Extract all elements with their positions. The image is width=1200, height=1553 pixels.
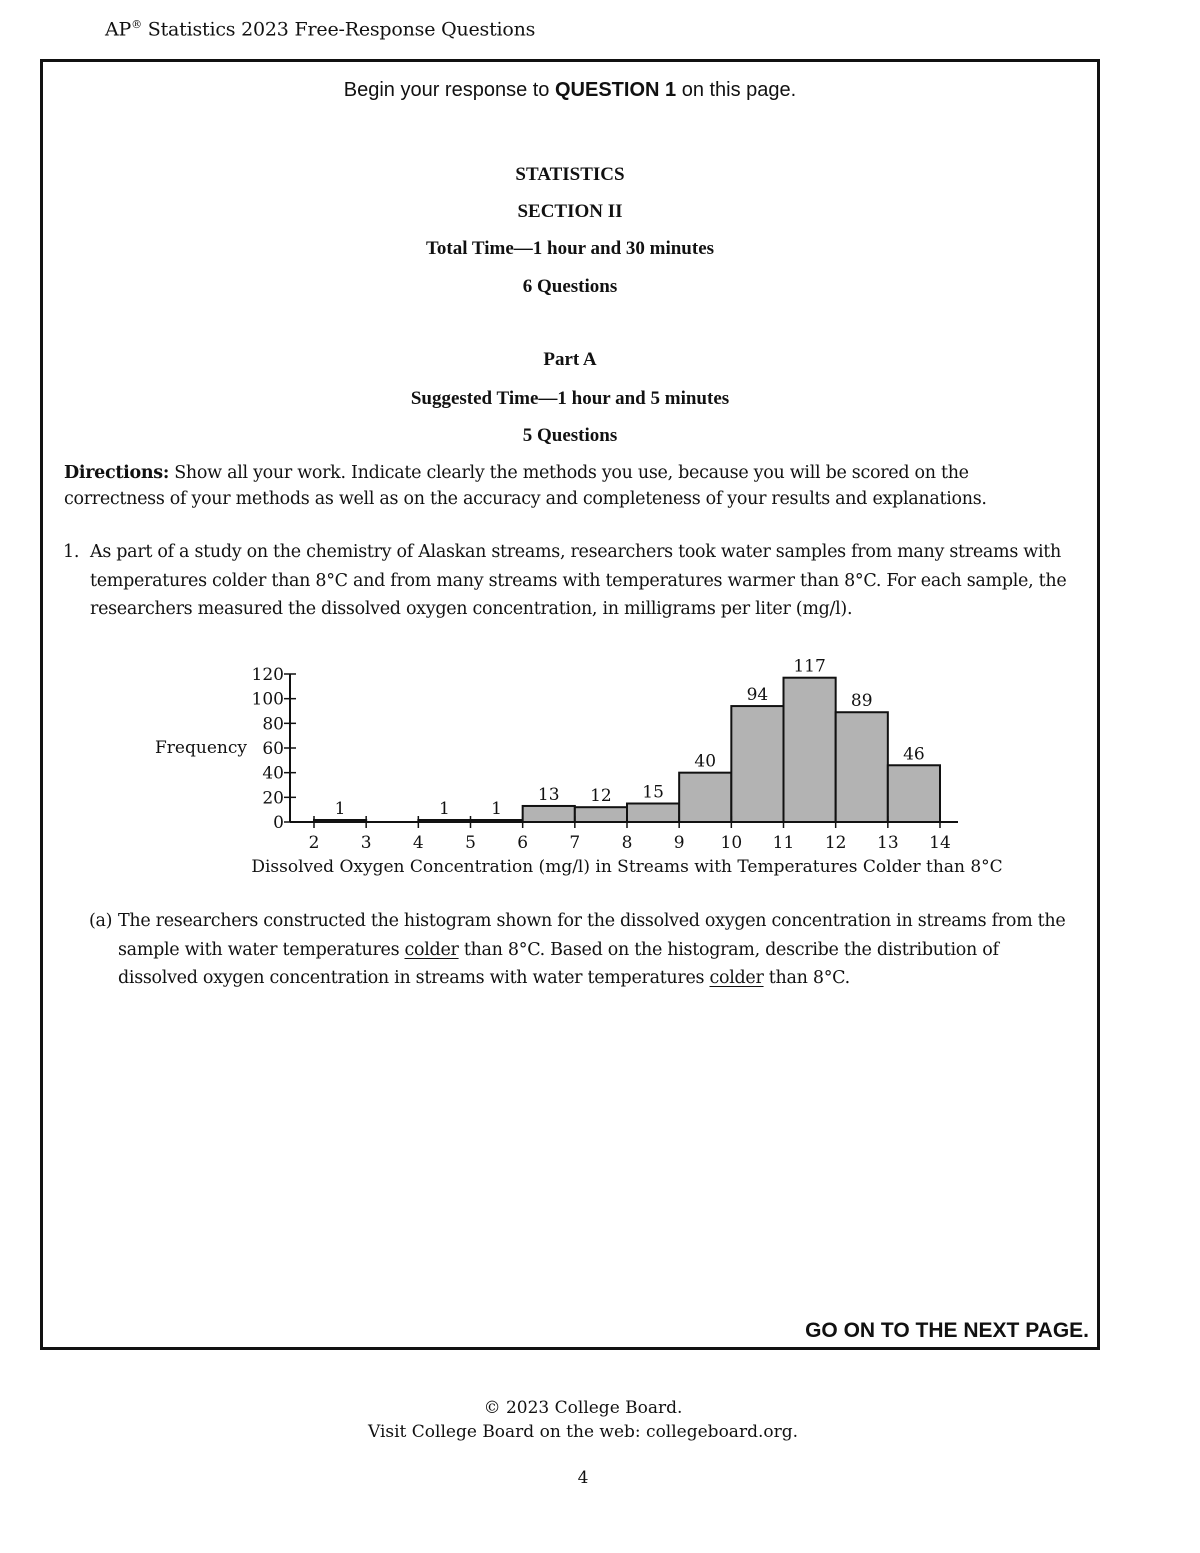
registered-mark: ® — [131, 18, 142, 31]
x-axis-title: Dissolved Oxygen Concentration (mg/l) in Streams with Temperatures Colder than 8°C — [251, 857, 1003, 877]
underlined-colder-1: colder — [404, 939, 459, 960]
underlined-colder-2: colder — [709, 968, 764, 988]
y-tick-label: 20 — [262, 788, 284, 809]
running-head-title: Statistics 2023 Free-Response Questions — [141, 18, 536, 41]
histogram-bar — [627, 804, 679, 823]
part-a-text-2: than 8°C. Based on the histogram, describe the distribution of dissolved oxygen concentration in streams with water temperatures — [118, 939, 999, 988]
begin-pre: Begin your response to — [343, 79, 555, 101]
histogram-bar — [731, 706, 783, 822]
x-tick-label: 9 — [673, 833, 685, 853]
bar-value-label: 1 — [439, 799, 450, 819]
y-tick-label: 80 — [262, 714, 284, 735]
x-tick-label: 12 — [824, 833, 847, 853]
suggested-time: Suggested Time—1 hour and 5 minutes — [410, 388, 730, 409]
part-heading: Part A — [543, 349, 597, 370]
part-question-count: 5 Questions — [522, 425, 618, 446]
directions-text: Show all your work. Indicate clearly the methods you use, because you will be scored on the correctness of your methods as well as on the accuracy and completeness of your results and explanations. — [64, 463, 987, 509]
x-tick-label: 2 — [308, 833, 320, 853]
bar-value-label: 40 — [694, 751, 717, 772]
begin-question-label: QUESTION 1 — [555, 79, 677, 101]
histogram-bar — [523, 806, 575, 822]
y-tick-label: 0 — [273, 813, 284, 833]
x-tick-label: 4 — [412, 833, 424, 853]
bar-value-label: 1 — [491, 799, 502, 819]
go-on-next-page: GO ON TO THE NEXT PAGE. — [805, 1319, 1089, 1342]
x-tick-label: 11 — [772, 833, 795, 853]
y-axis-title: Frequency — [155, 738, 247, 758]
x-tick-label: 13 — [877, 833, 899, 853]
x-tick-label: 10 — [720, 833, 743, 853]
histogram-chart — [140, 655, 1020, 880]
bar-value-label: 15 — [642, 782, 664, 803]
histogram-bar — [575, 807, 627, 822]
histogram-bar — [784, 678, 836, 822]
begin-post: on this page. — [676, 79, 797, 101]
running-head-ap: AP — [105, 18, 132, 41]
x-tick-label: 6 — [517, 833, 529, 853]
y-tick-label: 120 — [251, 665, 284, 685]
part-a-text-1: The researchers constructed the histogram shown for the dissolved oxygen concentration in streams from the sample with water temperatures — [118, 911, 1066, 960]
section-heading: SECTION II — [517, 201, 623, 222]
question-count: 6 Questions — [522, 276, 618, 297]
directions-label: Directions: — [64, 463, 169, 483]
question-1 — [63, 538, 1073, 624]
running-head — [105, 18, 535, 40]
part-a-label: (a) — [89, 911, 113, 931]
question-stem: As part of a study on the chemistry of Alaskan streams, researchers took water samples from many streams with temperatures colder than 8°C and from many streams with temperatures warmer than 8°C. For each sample, the researchers measured the dissolved oxygen concentration, in milligrams per liter (mg/l). — [90, 542, 1067, 619]
begin-response-line — [43, 79, 1097, 102]
y-tick-label: 60 — [262, 739, 284, 759]
part-a — [89, 907, 1074, 993]
copyright: © 2023 College Board. — [483, 1398, 683, 1418]
bar-value-label: 89 — [850, 691, 873, 712]
histogram-bar — [888, 765, 940, 822]
x-tick-label: 3 — [360, 833, 372, 853]
part-a-text — [118, 907, 1074, 993]
bar-value-label: 13 — [537, 784, 560, 805]
y-tick-label: 40 — [262, 763, 284, 784]
histogram-bar — [679, 773, 731, 822]
bar-value-label: 12 — [590, 786, 612, 807]
bar-value-label: 117 — [793, 656, 826, 677]
directions — [64, 460, 1074, 512]
bar-value-label: 94 — [746, 685, 769, 706]
bar-value-label: 46 — [903, 744, 925, 765]
x-tick-label: 14 — [929, 833, 951, 853]
question-number: 1. — [63, 542, 80, 562]
x-tick-label: 8 — [621, 833, 633, 853]
visit-college-board: Visit College Board on the web: collegeboard.org. — [367, 1422, 798, 1442]
x-tick-label: 7 — [569, 833, 581, 853]
bar-value-label: 1 — [334, 799, 346, 819]
histogram-bar — [836, 712, 888, 822]
x-tick-label: 5 — [465, 833, 476, 853]
y-tick-label: 100 — [251, 689, 284, 710]
page-number: 4 — [577, 1468, 589, 1488]
part-a-text-3: than 8°C. — [763, 968, 850, 988]
subject-heading: STATISTICS — [515, 164, 625, 185]
total-time: Total Time—1 hour and 30 minutes — [425, 238, 715, 259]
